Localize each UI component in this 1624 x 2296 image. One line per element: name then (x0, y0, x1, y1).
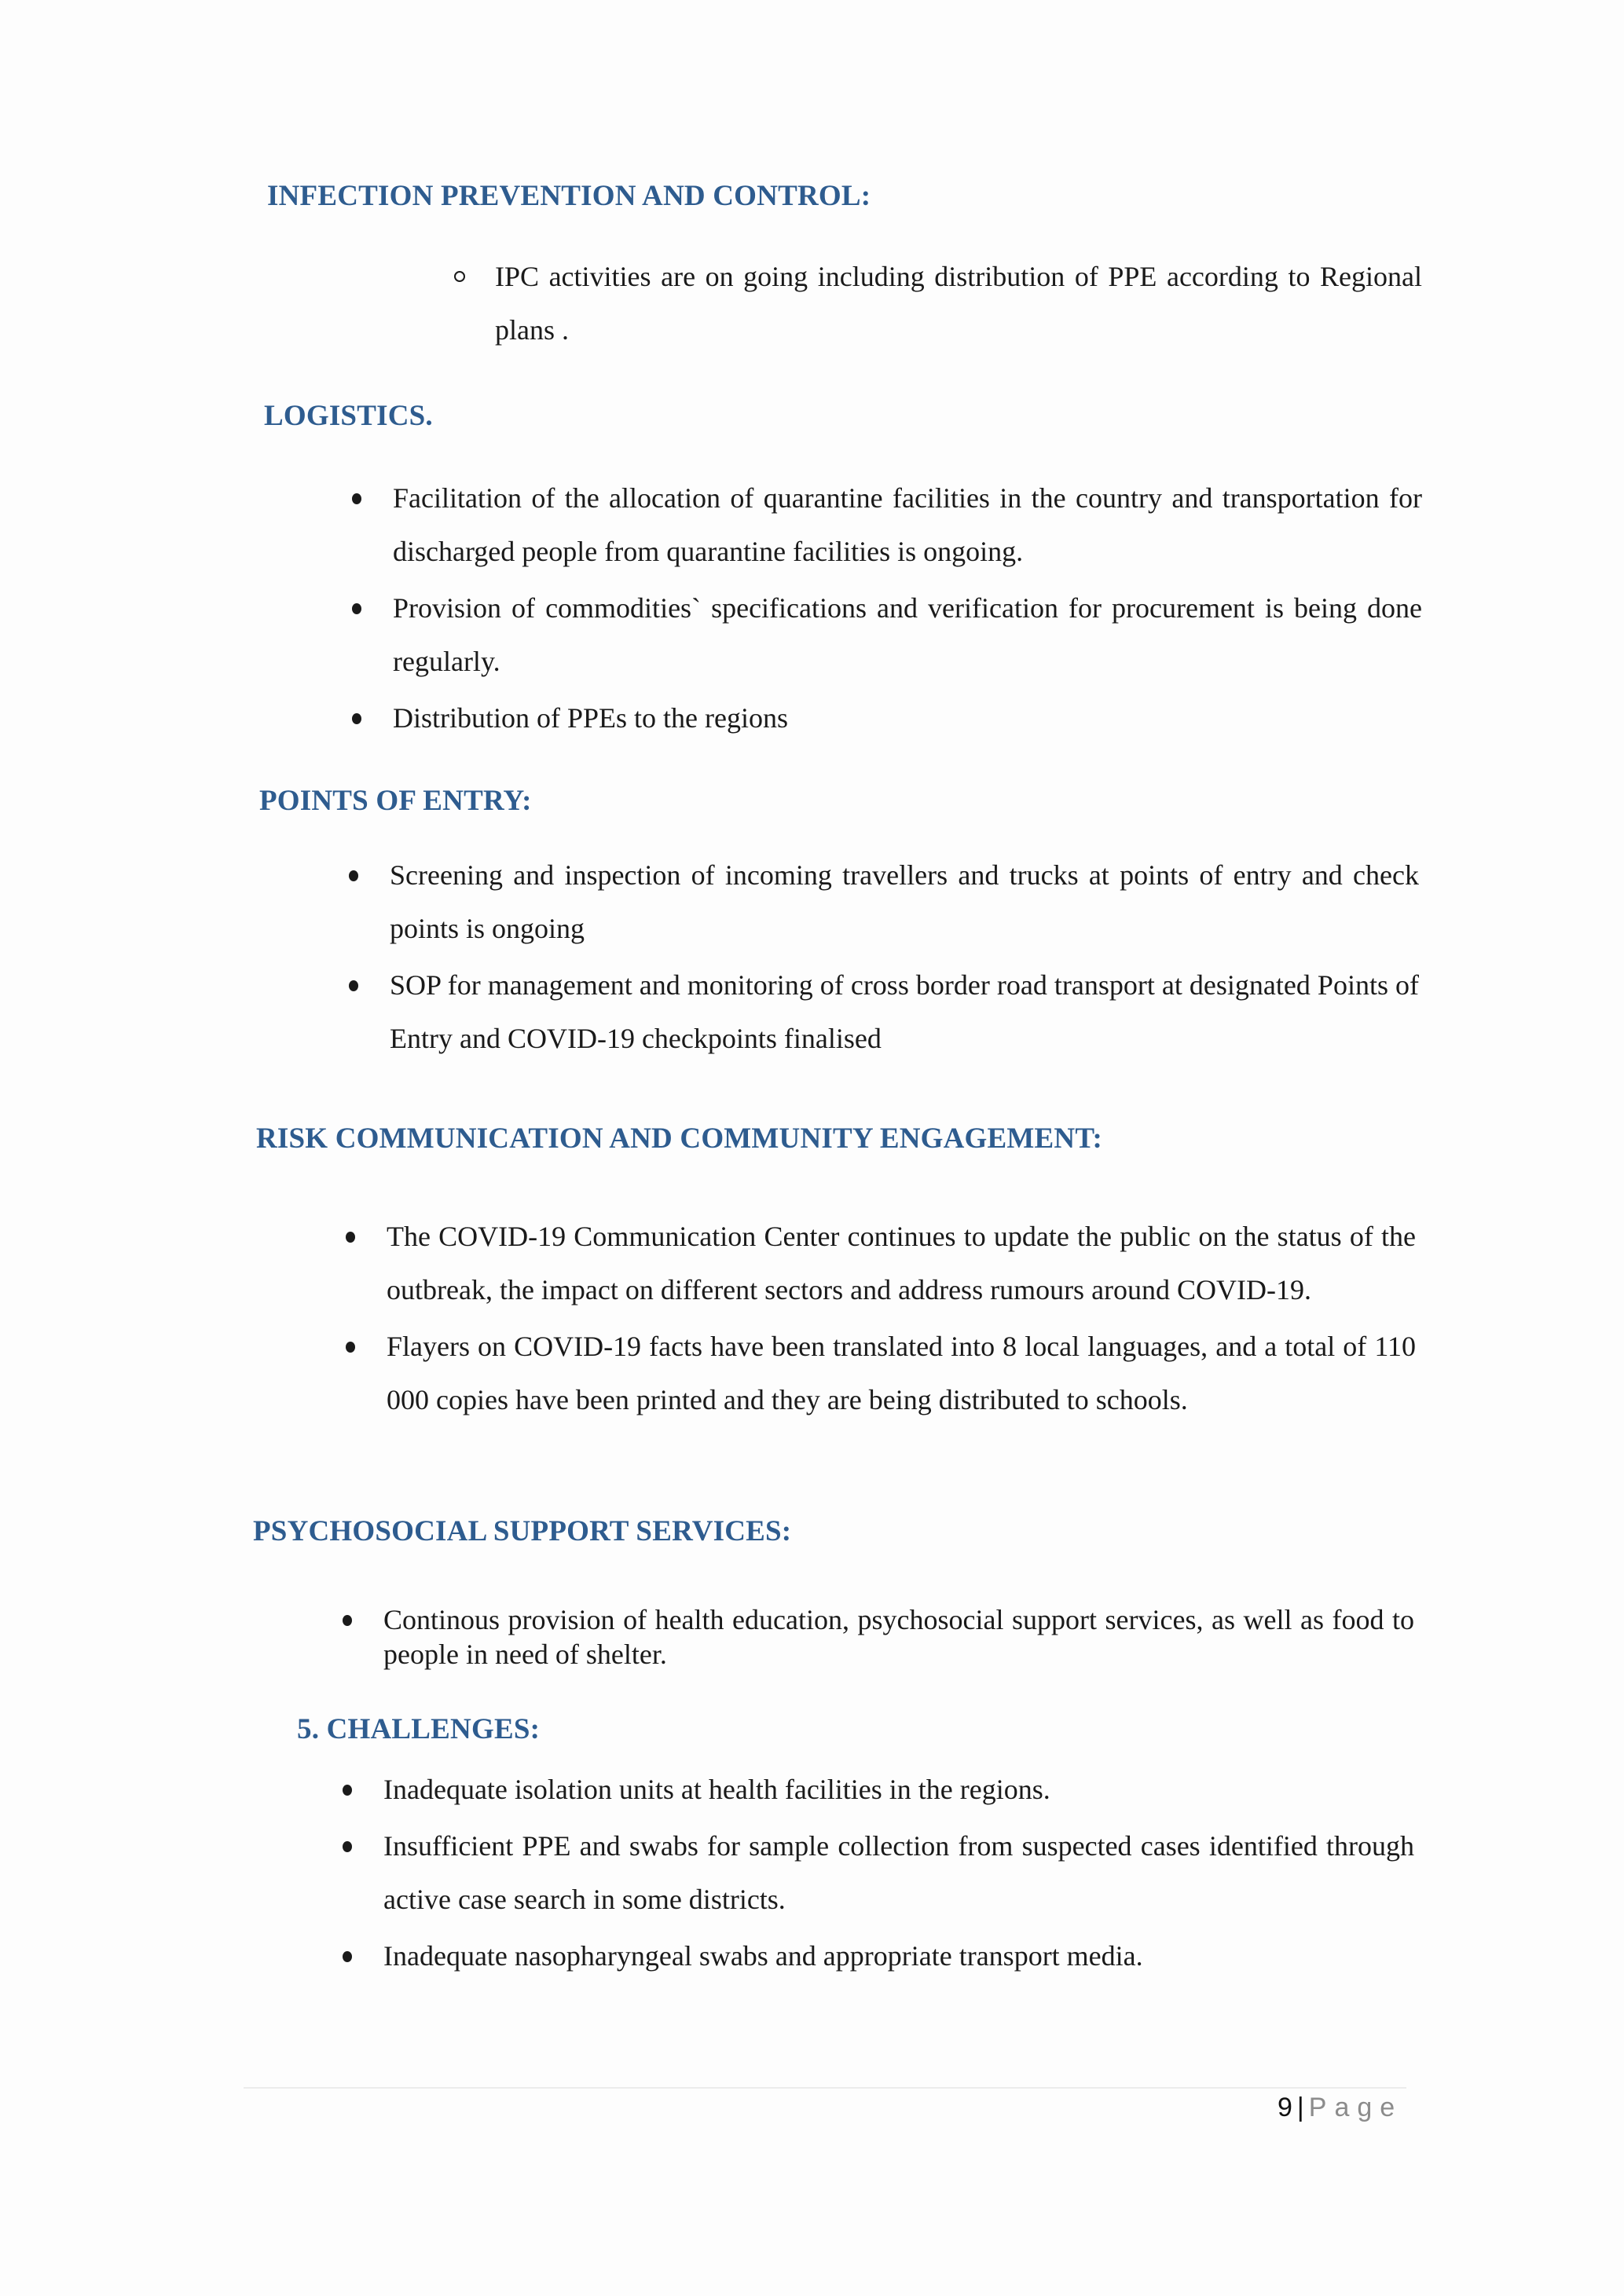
risk-communication-list (339, 1210, 1416, 1426)
list-item: Inadequate nasopharyngeal swabs and appropriate transport media. (336, 1929, 1414, 1983)
bullet-icon (343, 1951, 352, 1962)
page-label: Page (1308, 2093, 1403, 2122)
list-item: Screening and inspection of incoming travellers and trucks at points of entry and check points is ongoing (343, 848, 1419, 955)
points-of-entry-list (343, 848, 1419, 1065)
section-heading-psychosocial: PSYCHOSOCIAL SUPPORT SERVICES: (253, 1515, 792, 1547)
hollow-bullet-icon (454, 271, 465, 282)
footer-separator: | (1296, 2093, 1304, 2122)
list-item: Continous provision of health education, psychosocial support services, as well as food to people in need of shelter. (336, 1602, 1414, 1672)
list-item: Flayers on COVID-19 facts have been translated into 8 local languages, and a total of 110 000 copies have been printed and they are being distributed to schools. (339, 1320, 1416, 1426)
list-item: Inadequate isolation units at health facilities in the regions. (336, 1763, 1414, 1816)
page-number: 9 (1278, 2093, 1292, 2122)
section-heading-ipc: INFECTION PREVENTION AND CONTROL: (267, 180, 871, 212)
bullet-icon (352, 603, 361, 614)
bullet-icon (352, 713, 361, 724)
page-footer (1278, 2093, 1402, 2123)
section-heading-challenges: 5. CHALLENGES: (297, 1713, 541, 1745)
challenges-list (336, 1763, 1414, 1983)
list-item: IPC activities are on going including distribution of PPE according to Regional plans . (448, 250, 1422, 357)
psychosocial-list (336, 1602, 1414, 1672)
list-item: Insufficient PPE and swabs for sample collection from suspected cases identified through active case search in some districts. (336, 1819, 1414, 1926)
bullet-icon (349, 980, 358, 991)
bullet-icon (346, 1342, 355, 1353)
list-item: Provision of commodities` specifications and verification for procurement is being done regularly. (346, 581, 1422, 688)
section-heading-logistics: LOGISTICS. (264, 400, 433, 432)
bullet-icon (343, 1785, 352, 1796)
list-item: Distribution of PPEs to the regions (346, 691, 1422, 745)
bullet-icon (343, 1841, 352, 1852)
bullet-icon (349, 870, 358, 881)
bullet-icon (343, 1615, 352, 1626)
list-item: SOP for management and monitoring of cross border road transport at designated Points of Entry and COVID-19 checkpoints finalised (343, 958, 1419, 1065)
bullet-icon (352, 493, 361, 504)
section-heading-points-of-entry: POINTS OF ENTRY: (259, 785, 532, 817)
bullet-icon (346, 1232, 355, 1243)
ipc-list (448, 250, 1422, 357)
section-heading-risk-communication: RISK COMMUNICATION AND COMMUNITY ENGAGEMENT: (256, 1122, 1102, 1155)
list-item: The COVID-19 Communication Center continues to update the public on the status of the outbreak, the impact on different sectors and address rumours around COVID-19. (339, 1210, 1416, 1316)
logistics-list (346, 471, 1422, 745)
list-item: Facilitation of the allocation of quarantine facilities in the country and transportation for discharged people from quarantine facilities is ongoing. (346, 471, 1422, 578)
footer-divider (244, 2087, 1406, 2089)
